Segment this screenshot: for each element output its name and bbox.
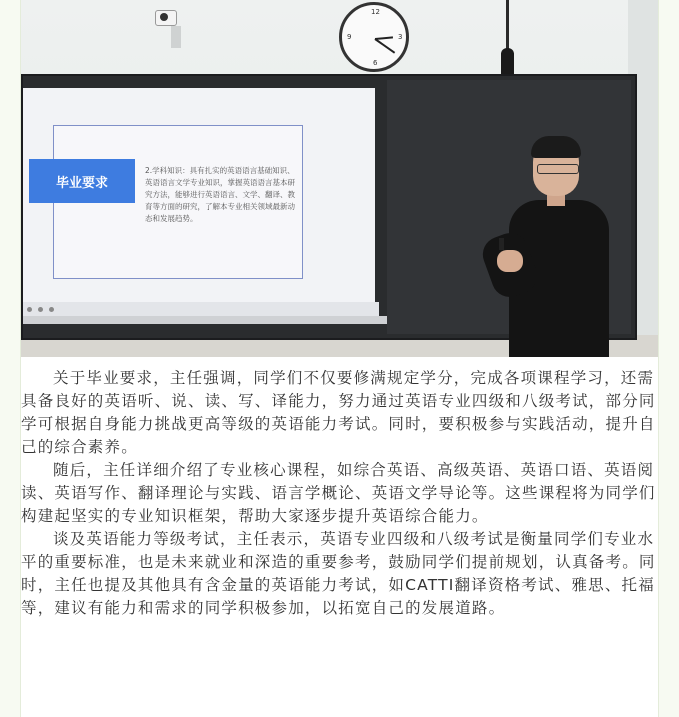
hair xyxy=(531,136,581,158)
toolbar-icon xyxy=(27,307,32,312)
hand xyxy=(497,250,523,272)
clock-minute-hand xyxy=(374,38,395,53)
clock-numeral-12: 12 xyxy=(371,8,380,16)
paragraph-graduation-requirements: 关于毕业要求，主任强调，同学们不仅要修满规定学分，完成各项课程学习，还需具备良好的英语听、说、读、写、译能力，努力通过英语专业四级和八级考试，部分同学可根据自身能力挑战更高等级的英语能力考试。同时，要积极参与实践活动，提升自己的综合素养。 xyxy=(21,369,656,456)
clock-numeral-9: 9 xyxy=(347,33,352,41)
camera-lens xyxy=(160,13,168,21)
paragraph-proficiency-exams: 谈及英语能力等级考试，主任表示，英语专业四级和八级考试是衡量同学们专业水平的重要标准，也是未来就业和深造的重要参考，鼓励同学们提前规划，认真备考。同时，主任也提及其他具有含金量的英语能力考试，如CATTI翻译资格考试、雅思、托福等，建议有能力和需求的同学积极参加，以拓宽自己的发展道路。 xyxy=(21,530,656,617)
paragraph-core-courses: 随后，主任详细介绍了专业核心课程，如综合英语、高级英语、英语口语、英语阅读、英语写作、翻译理论与实践、语言学概论、英语文学导论等。这些课程将为同学们构建起坚实的专业知识框架，帮助大家逐步提升英语综合能力。 xyxy=(21,461,656,525)
left-frame-border xyxy=(0,0,21,717)
slide-body-text: 2.学科知识：具有扎实的英语语言基础知识、英语语言文学专业知识，掌握英语语言基本研究方法，能够进行英语语言、文学、翻译、教育等方面的研究，了解本专业相关领域最新动态和发展趋势。 xyxy=(145,166,295,223)
slide-title-tag: 毕业要求 xyxy=(29,159,135,203)
presentation-clicker xyxy=(499,238,504,250)
clock-numeral-6: 6 xyxy=(373,59,378,67)
article-body xyxy=(21,367,658,620)
screen-toolbar xyxy=(23,302,379,316)
clock-numeral-3: 3 xyxy=(398,33,403,41)
wall-clock xyxy=(339,2,409,72)
toolbar-icon xyxy=(49,307,54,312)
speaking-teacher xyxy=(469,134,639,357)
classroom-photo xyxy=(21,0,658,357)
security-camera xyxy=(155,10,177,26)
smart-screen xyxy=(23,88,375,316)
screen-bezel xyxy=(23,316,387,324)
camera-mount xyxy=(171,26,181,48)
glasses xyxy=(537,164,579,174)
toolbar-icon xyxy=(38,307,43,312)
right-frame-border xyxy=(658,0,679,717)
